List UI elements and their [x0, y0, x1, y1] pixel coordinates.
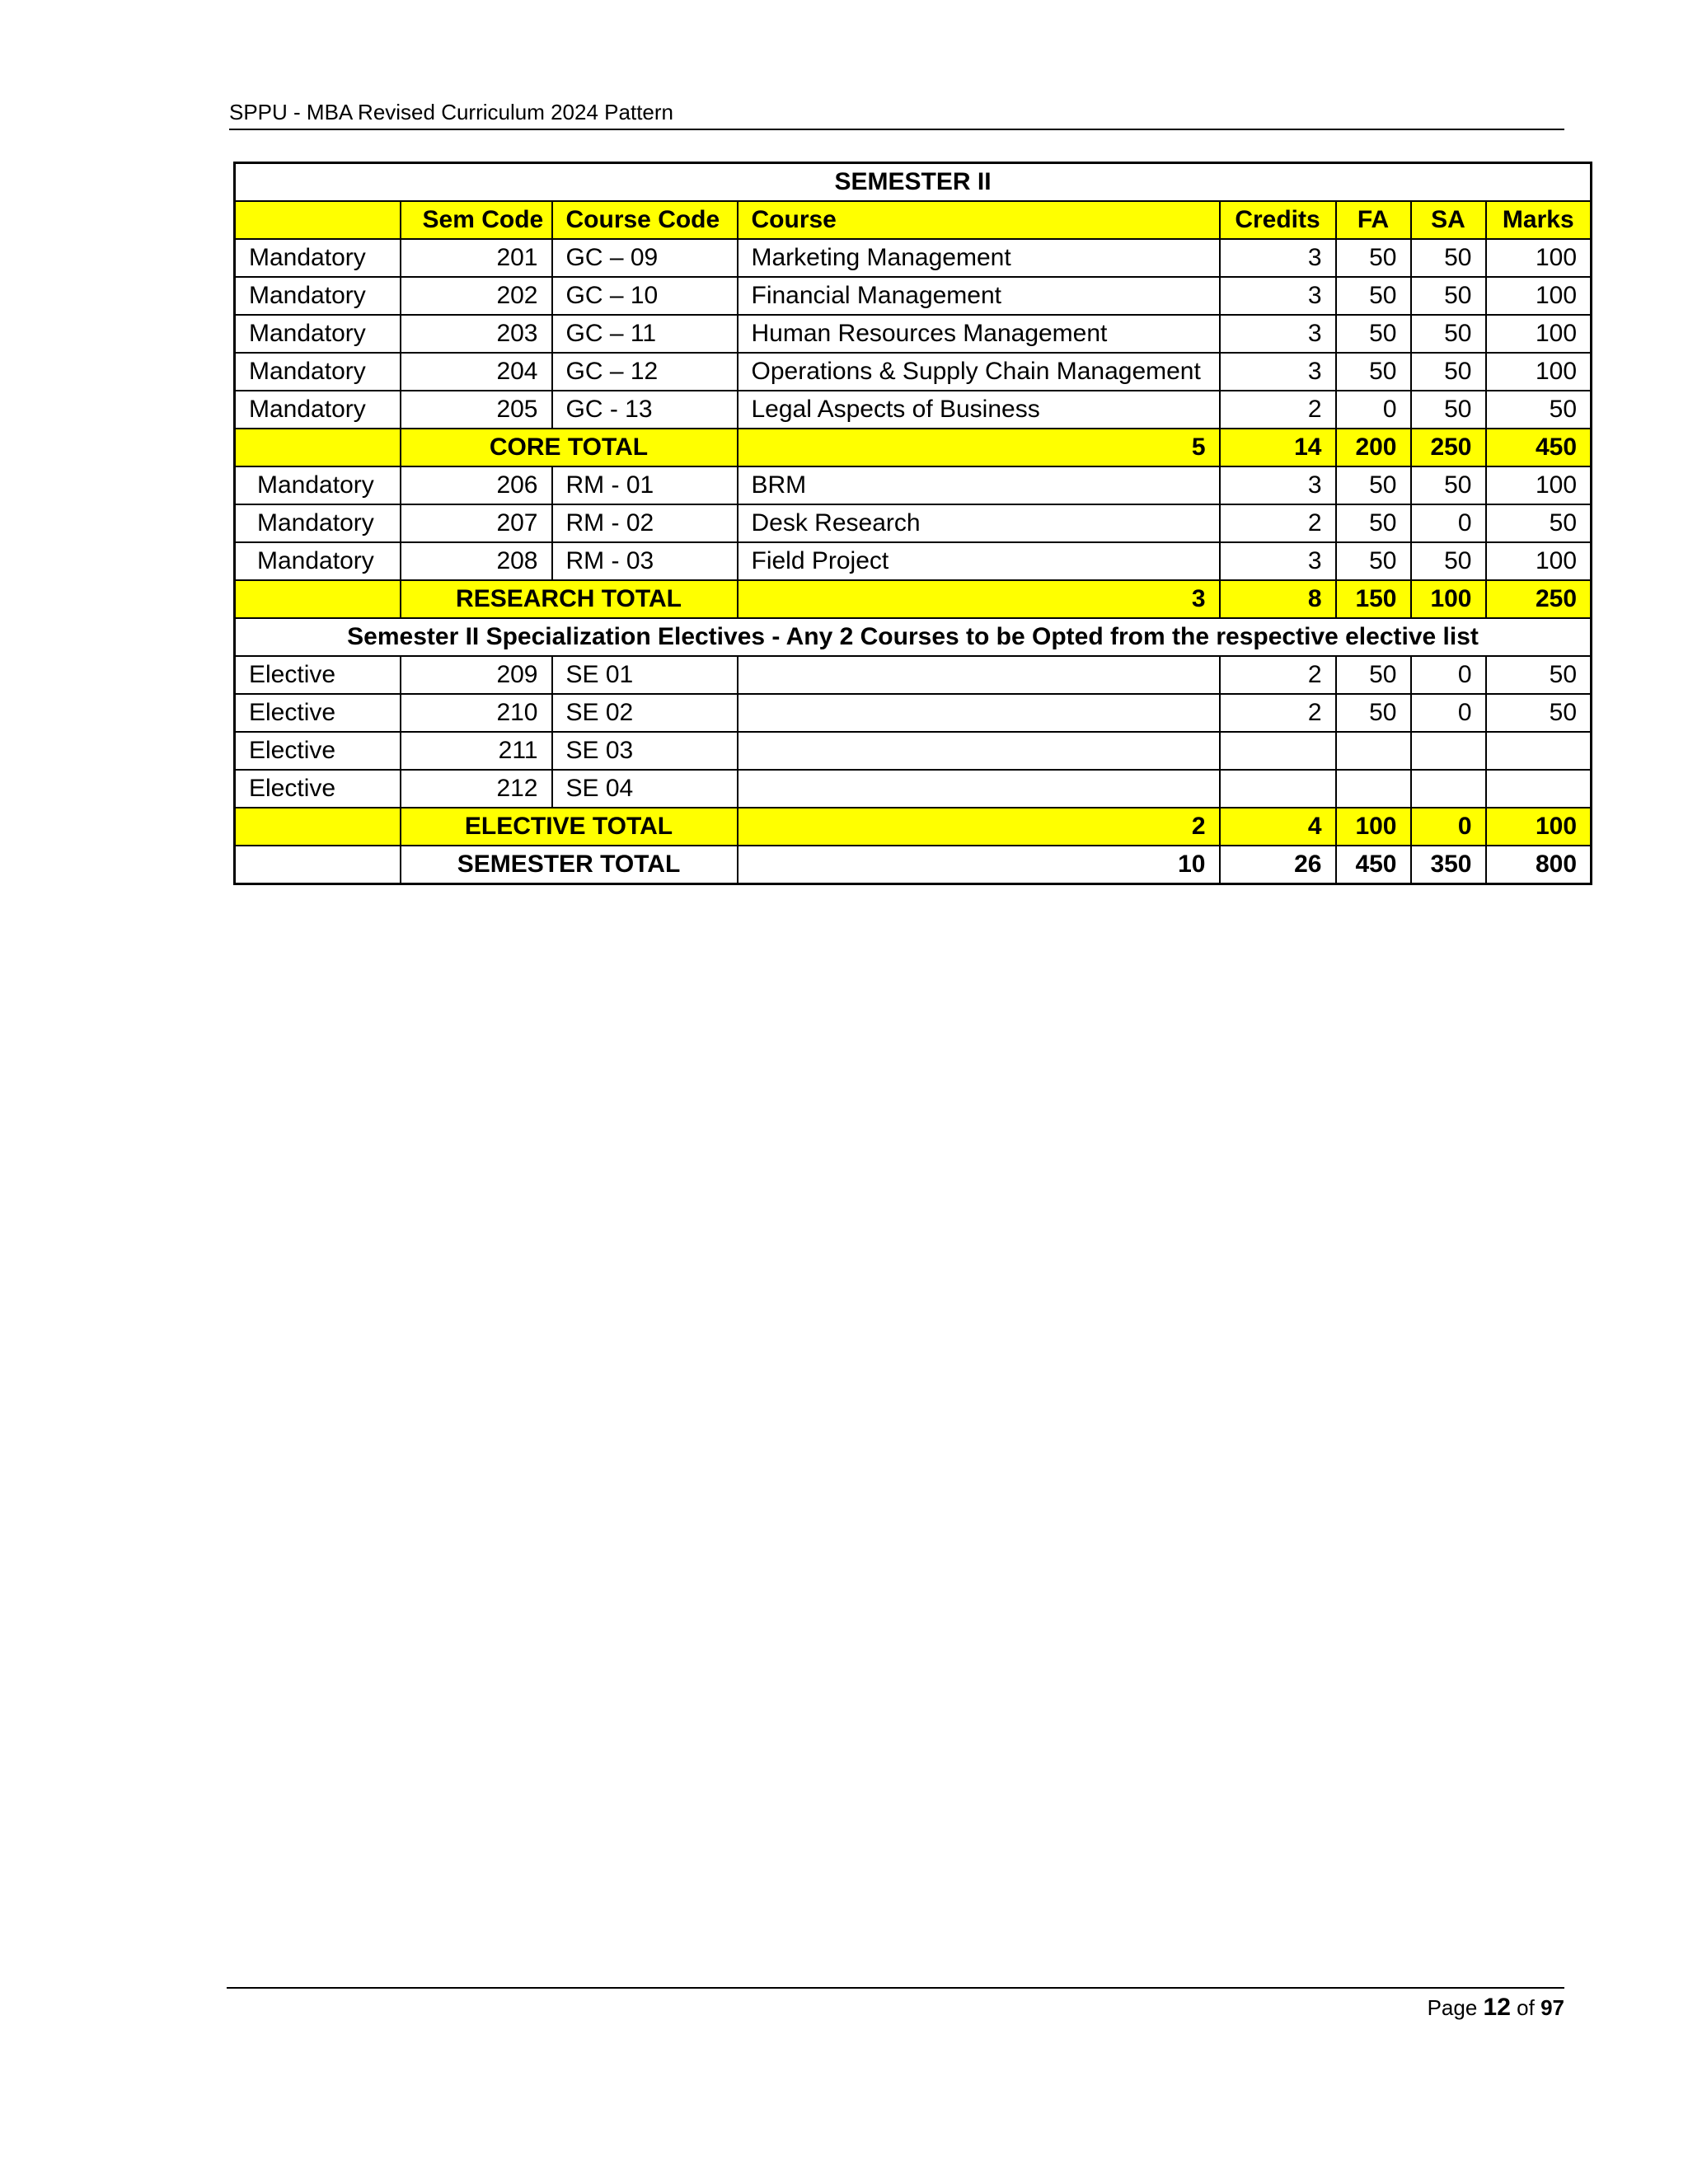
sem-code: 210: [401, 694, 552, 732]
course-name: [738, 656, 1220, 694]
table-row: [235, 391, 1592, 429]
fa-marks: 50: [1336, 277, 1411, 315]
total-credits: 14: [1220, 429, 1336, 466]
semester-total-row: [235, 846, 1592, 884]
total-sa: 250: [1411, 429, 1486, 466]
table-row: [235, 694, 1592, 732]
credits: 2: [1220, 656, 1336, 694]
course-code: GC – 11: [552, 315, 738, 353]
total-marks: 800: [1486, 846, 1592, 884]
credits: 2: [1220, 504, 1336, 542]
course-name: [738, 732, 1220, 770]
total-credits: 8: [1220, 580, 1336, 618]
total-label: RESEARCH TOTAL: [401, 580, 738, 618]
course-name: Desk Research: [738, 504, 1220, 542]
total-sa: 350: [1411, 846, 1486, 884]
sa-marks: 0: [1411, 694, 1486, 732]
course-count: 5: [738, 429, 1220, 466]
total-marks: 100: [1486, 808, 1592, 846]
sem-code: 212: [401, 770, 552, 808]
total-sa: 0: [1411, 808, 1486, 846]
course-code: GC – 12: [552, 353, 738, 391]
course-code: RM - 01: [552, 466, 738, 504]
course-code: SE 01: [552, 656, 738, 694]
sem-code: 209: [401, 656, 552, 694]
total-marks: 50: [1486, 694, 1592, 732]
course-code: GC – 09: [552, 239, 738, 277]
fa-marks: 50: [1336, 694, 1411, 732]
course-code: GC – 10: [552, 277, 738, 315]
sa-marks: 50: [1411, 239, 1486, 277]
fa-marks: 0: [1336, 391, 1411, 429]
course-type: Mandatory: [235, 542, 401, 580]
table-row: [235, 315, 1592, 353]
fa-marks: 50: [1336, 239, 1411, 277]
table-row: [235, 466, 1592, 504]
credits: 2: [1220, 391, 1336, 429]
sa-marks: 50: [1411, 391, 1486, 429]
total-fa: 200: [1336, 429, 1411, 466]
sa-marks: 50: [1411, 315, 1486, 353]
elective-note-row: [235, 618, 1592, 656]
sa-marks: [1411, 732, 1486, 770]
total-sa: 100: [1411, 580, 1486, 618]
course-code: GC - 13: [552, 391, 738, 429]
page-label: Page: [1427, 1995, 1478, 2020]
credits: 3: [1220, 239, 1336, 277]
table-row: [235, 656, 1592, 694]
total-blank: [235, 846, 401, 884]
course-name: Human Resources Management: [738, 315, 1220, 353]
total-marks: 100: [1486, 466, 1592, 504]
page-footer: [1428, 1991, 1564, 2024]
table-row: [235, 770, 1592, 808]
table-row: [235, 542, 1592, 580]
course-type: Mandatory: [235, 353, 401, 391]
course-type: Mandatory: [235, 504, 401, 542]
course-code: RM - 03: [552, 542, 738, 580]
table-row: [235, 239, 1592, 277]
col-header-course-code: Course Code: [552, 201, 738, 239]
fa-marks: 50: [1336, 466, 1411, 504]
course-name: Financial Management: [738, 277, 1220, 315]
total-marks: 50: [1486, 391, 1592, 429]
total-blank: [235, 580, 401, 618]
footer-divider: [227, 1987, 1564, 1989]
credits: [1220, 732, 1336, 770]
course-type: Mandatory: [235, 277, 401, 315]
sa-marks: 50: [1411, 466, 1486, 504]
total-blank: [235, 429, 401, 466]
course-count: 3: [738, 580, 1220, 618]
course-type: Elective: [235, 656, 401, 694]
course-type: Elective: [235, 770, 401, 808]
course-name: [738, 694, 1220, 732]
of-label: of: [1517, 1995, 1535, 2020]
fa-marks: 50: [1336, 315, 1411, 353]
course-count: 2: [738, 808, 1220, 846]
fa-marks: 50: [1336, 353, 1411, 391]
fa-marks: [1336, 770, 1411, 808]
sa-marks: 50: [1411, 353, 1486, 391]
sa-marks: [1411, 770, 1486, 808]
course-name: BRM: [738, 466, 1220, 504]
course-type: Mandatory: [235, 315, 401, 353]
sa-marks: 0: [1411, 656, 1486, 694]
course-type: Elective: [235, 732, 401, 770]
total-marks: 100: [1486, 315, 1592, 353]
credits: 3: [1220, 353, 1336, 391]
total-fa: 450: [1336, 846, 1411, 884]
research-total-row: [235, 580, 1592, 618]
table-row: [235, 277, 1592, 315]
course-code: SE 02: [552, 694, 738, 732]
total-marks: 100: [1486, 239, 1592, 277]
total-fa: 150: [1336, 580, 1411, 618]
total-marks: 450: [1486, 429, 1592, 466]
fa-marks: 50: [1336, 542, 1411, 580]
col-header-marks: Marks: [1486, 201, 1592, 239]
table-header-row: [235, 201, 1592, 239]
total-marks: 50: [1486, 504, 1592, 542]
course-code: SE 03: [552, 732, 738, 770]
sem-code: 211: [401, 732, 552, 770]
course-type: Mandatory: [235, 239, 401, 277]
col-header-type: [235, 201, 401, 239]
page-number: 12: [1483, 1994, 1511, 2021]
total-credits: 4: [1220, 808, 1336, 846]
core-total-row: [235, 429, 1592, 466]
course-name: [738, 770, 1220, 808]
col-header-sem-code: Sem Code: [401, 201, 552, 239]
total-marks: 250: [1486, 580, 1592, 618]
col-header-fa: FA: [1336, 201, 1411, 239]
total-label: ELECTIVE TOTAL: [401, 808, 738, 846]
fa-marks: [1336, 732, 1411, 770]
total-marks: 100: [1486, 277, 1592, 315]
elective-total-row: [235, 808, 1592, 846]
fa-marks: 50: [1336, 656, 1411, 694]
total-marks: [1486, 732, 1592, 770]
credits: 3: [1220, 277, 1336, 315]
course-name: Legal Aspects of Business: [738, 391, 1220, 429]
page-header: SPPU - MBA Revised Curriculum 2024 Pattern: [229, 99, 1564, 130]
course-count: 10: [738, 846, 1220, 884]
total-credits: 26: [1220, 846, 1336, 884]
table-row: [235, 353, 1592, 391]
fa-marks: 50: [1336, 504, 1411, 542]
sem-code: 204: [401, 353, 552, 391]
col-header-course: Course: [738, 201, 1220, 239]
sem-code: 205: [401, 391, 552, 429]
col-header-sa: SA: [1411, 201, 1486, 239]
total-fa: 100: [1336, 808, 1411, 846]
credits: 3: [1220, 542, 1336, 580]
course-code: RM - 02: [552, 504, 738, 542]
sem-code: 202: [401, 277, 552, 315]
page-total: 97: [1540, 1995, 1564, 2020]
sem-code: 206: [401, 466, 552, 504]
table-row: [235, 504, 1592, 542]
course-type: Mandatory: [235, 466, 401, 504]
course-name: Marketing Management: [738, 239, 1220, 277]
total-marks: 100: [1486, 353, 1592, 391]
total-marks: [1486, 770, 1592, 808]
course-type: Elective: [235, 694, 401, 732]
sem-code: 208: [401, 542, 552, 580]
course-type: Mandatory: [235, 391, 401, 429]
elective-note: Semester II Specialization Electives - Any 2 Courses to be Opted from the respective elective list: [235, 618, 1592, 656]
sa-marks: 0: [1411, 504, 1486, 542]
credits: 3: [1220, 466, 1336, 504]
total-label: CORE TOTAL: [401, 429, 738, 466]
table-row: [235, 732, 1592, 770]
course-name: Field Project: [738, 542, 1220, 580]
credits: [1220, 770, 1336, 808]
sem-code: 201: [401, 239, 552, 277]
total-marks: 100: [1486, 542, 1592, 580]
sa-marks: 50: [1411, 277, 1486, 315]
credits: 3: [1220, 315, 1336, 353]
total-marks: 50: [1486, 656, 1592, 694]
table-title: SEMESTER II: [235, 163, 1592, 202]
total-label: SEMESTER TOTAL: [401, 846, 738, 884]
semester-table: [233, 162, 1592, 885]
course-code: SE 04: [552, 770, 738, 808]
course-name: Operations & Supply Chain Management: [738, 353, 1220, 391]
credits: 2: [1220, 694, 1336, 732]
sa-marks: 50: [1411, 542, 1486, 580]
col-header-credits: Credits: [1220, 201, 1336, 239]
table-title-row: [235, 163, 1592, 202]
total-blank: [235, 808, 401, 846]
sem-code: 207: [401, 504, 552, 542]
sem-code: 203: [401, 315, 552, 353]
